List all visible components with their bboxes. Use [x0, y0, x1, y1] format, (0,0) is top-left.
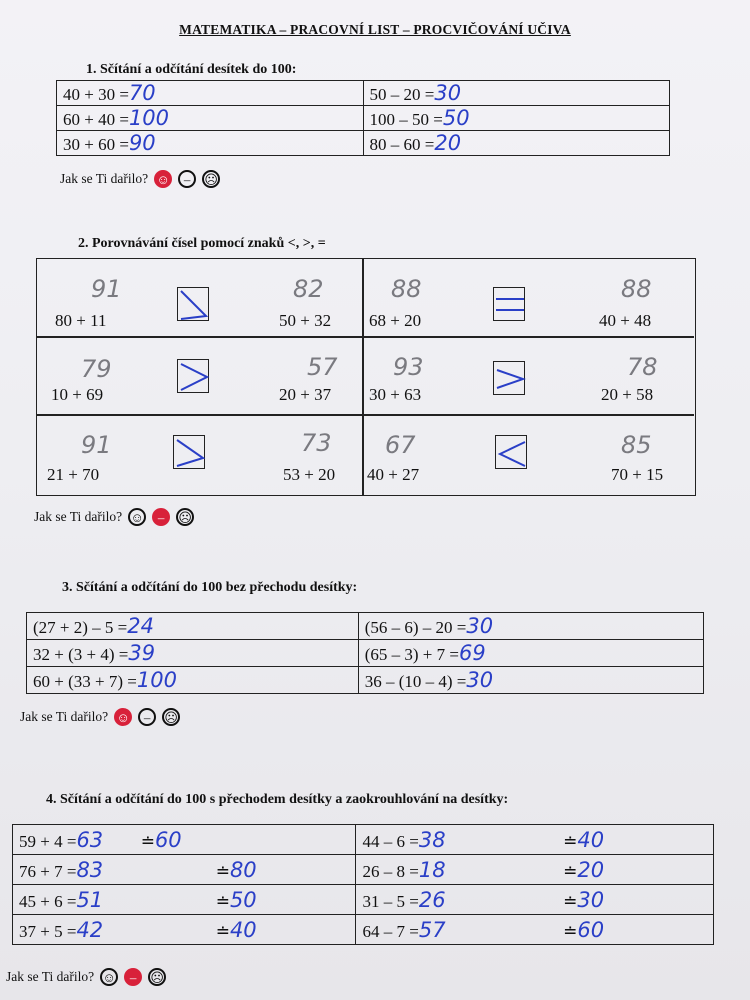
approx-sign: ≐: [563, 861, 578, 881]
handwritten-rounded: 60: [154, 827, 182, 852]
pencil-note: 88: [391, 275, 422, 303]
handwritten-rounded: 80: [229, 857, 257, 882]
task-expression: 60 + (33 + 7) =: [33, 672, 137, 691]
handwritten-answer: 70: [128, 81, 156, 105]
handwritten-answer: 69: [458, 641, 486, 665]
handwritten-rounded: 20: [577, 857, 605, 882]
pencil-note: 78: [627, 353, 658, 381]
task-expression: (65 – 3) + 7 =: [364, 645, 459, 664]
handwritten-answer: 26: [418, 887, 446, 912]
pencil-note: 91: [91, 275, 122, 303]
approx-sign: ≐: [215, 861, 230, 881]
task-expression: 37 + 5 =: [19, 921, 77, 941]
handwritten-answer: 100: [128, 106, 170, 130]
self-assessment-2: [34, 508, 194, 526]
comparison-box[interactable]: [177, 359, 209, 393]
comparison-right-expression: 20 + 58: [601, 385, 654, 404]
comparison-right-expression: 53 + 20: [283, 465, 336, 484]
handwritten-answer: 24: [127, 614, 154, 638]
approx-sign: ≐: [215, 921, 230, 941]
task-cell: [363, 106, 670, 131]
task-expression: 40 + 30 =: [63, 85, 129, 104]
handwritten-answer: 30: [434, 81, 462, 105]
task-expression: 26 – 8 =: [362, 861, 419, 881]
task-expression: 50 – 20 =: [369, 85, 435, 104]
section1-table: [56, 80, 670, 156]
approx-sign: ≐: [140, 831, 155, 851]
handwritten-answer: 30: [466, 614, 494, 638]
task-expression: (27 + 2) – 5 =: [33, 618, 128, 637]
task-cell: [13, 885, 356, 915]
smiley-happy-icon[interactable]: ☺: [154, 170, 172, 188]
comparison-right-expression: 50 + 32: [279, 311, 332, 330]
comparison-left-expression: 40 + 27: [367, 465, 420, 484]
handwritten-rounded: 30: [577, 887, 605, 912]
task-cell: [27, 667, 359, 694]
task-expression: 64 – 7 =: [362, 921, 419, 941]
task-cell: [57, 106, 364, 131]
table-row: [13, 885, 714, 915]
section2-table: [36, 258, 696, 496]
task-expression: 31 – 5 =: [362, 891, 419, 911]
comparison-box[interactable]: [173, 435, 205, 469]
task-cell: [27, 640, 359, 667]
self-assessment-4: [6, 968, 166, 986]
task-cell: [363, 131, 670, 156]
handwritten-rounded: 40: [229, 917, 257, 942]
task-expression: 76 + 7 =: [19, 861, 77, 881]
smiley-neutral-icon[interactable]: –: [138, 708, 156, 726]
pencil-note: 93: [393, 353, 424, 381]
smiley-neutral-icon[interactable]: –: [178, 170, 196, 188]
comparison-left-expression: 21 + 70: [47, 465, 100, 484]
section3-heading: 3. Sčítání a odčítání do 100 bez přechodu desítky:: [62, 580, 358, 595]
task-cell: [358, 667, 703, 694]
handwritten-answer: 38: [418, 827, 446, 852]
task-cell: [356, 885, 714, 915]
pencil-note: 91: [81, 431, 112, 459]
handwritten-answer: 50: [442, 106, 470, 130]
task-cell: [358, 640, 703, 667]
handwritten-rounded: 40: [577, 827, 605, 852]
task-expression: 59 + 4 =: [19, 831, 77, 851]
handwritten-answer: 63: [76, 827, 104, 852]
handwritten-answer: 18: [418, 857, 446, 882]
column-divider: [362, 259, 364, 495]
self-assessment-label: Jak se Ti dařilo?: [34, 509, 123, 524]
task-expression: 45 + 6 =: [19, 891, 77, 911]
pencil-note: 88: [621, 275, 652, 303]
task-expression: 60 + 40 =: [63, 110, 129, 129]
self-assessment-label: Jak se Ti dařilo?: [20, 709, 109, 724]
row-divider: [37, 336, 694, 338]
task-expression: (56 – 6) – 20 =: [364, 618, 467, 637]
approx-sign: ≐: [563, 921, 578, 941]
smiley-happy-icon[interactable]: ☺: [114, 708, 132, 726]
smiley-sad-icon[interactable]: ☹: [162, 708, 180, 726]
pencil-note: 82: [293, 275, 324, 303]
smiley-happy-icon[interactable]: ☺: [100, 968, 118, 986]
handwritten-answer: 90: [128, 131, 156, 155]
smiley-happy-icon[interactable]: ☺: [128, 508, 146, 526]
table-row: [13, 825, 714, 855]
approx-sign: ≐: [215, 891, 230, 911]
task-cell: [356, 855, 714, 885]
self-assessment-1: [60, 170, 220, 188]
task-cell: [13, 915, 356, 945]
comparison-left-expression: 80 + 11: [55, 311, 107, 330]
comparison-left-expression: 30 + 63: [369, 385, 422, 404]
task-cell: [57, 81, 364, 106]
handwritten-answer: 57: [418, 917, 446, 942]
handwritten-answer: 51: [76, 887, 104, 912]
handwritten-answer: 83: [76, 857, 104, 882]
task-cell: [363, 81, 670, 106]
task-expression: 30 + 60 =: [63, 135, 129, 154]
section3-table: [26, 612, 704, 694]
section4-table: [12, 824, 714, 945]
pencil-note: 79: [81, 355, 112, 383]
approx-sign: ≐: [563, 831, 578, 851]
table-row: [13, 855, 714, 885]
section2-heading: 2. Porovnávání čísel pomocí znaků <, >, =: [78, 236, 326, 251]
self-assessment-3: [20, 708, 180, 726]
task-cell: [57, 131, 364, 156]
smiley-sad-icon[interactable]: ☹: [176, 508, 194, 526]
section4-heading: 4. Sčítání a odčítání do 100 s přechodem desítky a zaokrouhlování na desítky:: [46, 792, 509, 807]
comparison-left-expression: 68 + 20: [369, 311, 422, 330]
approx-sign: ≐: [563, 891, 578, 911]
section1-heading: 1. Sčítání a odčítání desítek do 100:: [86, 62, 297, 77]
worksheet-title: MATEMATIKA – PRACOVNÍ LIST – PROCVIČOVÁNÍ UČIVA: [179, 22, 571, 37]
handwritten-answer: 30: [466, 668, 494, 692]
pencil-note: 85: [621, 431, 652, 459]
handwritten-answer: 20: [434, 131, 462, 155]
comparison-box[interactable]: [495, 435, 527, 469]
comparison-left-expression: 10 + 69: [51, 385, 104, 404]
handwritten-answer: 42: [76, 917, 104, 942]
table-row: [57, 131, 670, 156]
task-cell: [356, 915, 714, 945]
task-cell: [13, 855, 356, 885]
task-expression: 100 – 50 =: [369, 110, 443, 129]
handwritten-answer: 100: [136, 668, 177, 692]
table-row: [57, 106, 670, 131]
task-expression: 80 – 60 =: [369, 135, 435, 154]
table-row: [27, 640, 704, 667]
pencil-note: 67: [385, 431, 416, 459]
comparison-right-expression: 40 + 48: [599, 311, 652, 330]
comparison-right-expression: 70 + 15: [611, 465, 664, 484]
task-expression: 32 + (3 + 4) =: [33, 645, 129, 664]
row-divider: [37, 414, 694, 416]
self-assessment-label: Jak se Ti dařilo?: [6, 969, 95, 984]
pencil-note: 57: [307, 353, 338, 381]
comparison-box[interactable]: [177, 287, 209, 321]
handwritten-rounded: 50: [229, 887, 257, 912]
comparison-box[interactable]: [493, 361, 525, 395]
task-expression: 44 – 6 =: [362, 831, 419, 851]
task-cell: [356, 825, 714, 855]
comparison-box[interactable]: [493, 287, 525, 321]
table-row: [27, 613, 704, 640]
table-row: [27, 667, 704, 694]
smiley-sad-icon[interactable]: ☹: [148, 968, 166, 986]
table-row: [13, 915, 714, 945]
handwritten-rounded: 60: [577, 917, 605, 942]
task-cell: [13, 825, 356, 855]
task-expression: 36 – (10 – 4) =: [364, 672, 467, 691]
smiley-sad-icon[interactable]: ☹: [202, 170, 220, 188]
task-cell: [358, 613, 703, 640]
smiley-neutral-icon[interactable]: –: [152, 508, 170, 526]
task-cell: [27, 613, 359, 640]
table-row: [57, 81, 670, 106]
self-assessment-label: Jak se Ti dařilo?: [60, 171, 149, 186]
comparison-right-expression: 20 + 37: [279, 385, 332, 404]
smiley-neutral-icon[interactable]: –: [124, 968, 142, 986]
pencil-note: 73: [301, 429, 332, 457]
handwritten-answer: 39: [128, 641, 156, 665]
